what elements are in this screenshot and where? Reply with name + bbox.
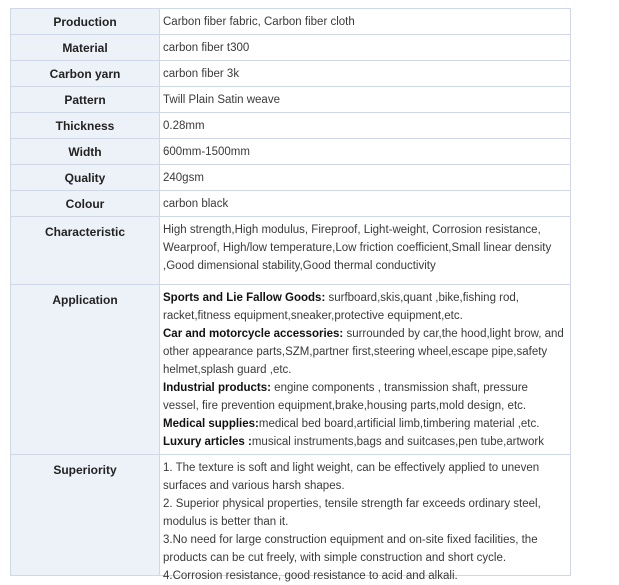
application-item-head: Luxury articles : xyxy=(163,436,252,448)
width-label: Width xyxy=(11,139,160,165)
application-item xyxy=(163,325,564,379)
spec-table xyxy=(10,8,571,582)
application-item-head: Sports and Lie Fallow Goods: xyxy=(163,292,326,304)
application-value xyxy=(160,285,571,455)
superiority-paragraph: 1. The texture is soft and light weight, can be effectively applied to uneven surfaces and various harsh shapes. xyxy=(163,462,540,492)
row-quality xyxy=(11,165,571,191)
row-pattern xyxy=(11,87,571,113)
spec-table-container xyxy=(10,8,571,582)
width-value: 600mm-1500mm xyxy=(160,139,571,165)
application-item-text: surrounded by car,the hood,light brow, and other appearance parts,SZM,partner first,steering wheel,escape pipe,safety helmet,splash guard ,etc. xyxy=(163,328,564,376)
production-value: Carbon fiber fabric, Carbon fiber cloth xyxy=(160,9,571,35)
row-superiority xyxy=(11,455,571,576)
row-production xyxy=(11,9,571,35)
superiority-value xyxy=(163,459,564,582)
colour-value: carbon black xyxy=(160,191,571,217)
row-material xyxy=(11,35,571,61)
thickness-label: Thickness xyxy=(11,113,160,139)
row-application xyxy=(11,285,571,455)
application-item-text: musical instruments,bags and suitcases,pen tube,artwork xyxy=(251,436,544,448)
characteristic-value-cell xyxy=(160,217,571,285)
row-colour xyxy=(11,191,571,217)
characteristic-label: Characteristic xyxy=(11,217,160,285)
superiority-paragraph: 4.Corrosion resistance, good resistance to acid and alkali. xyxy=(163,570,458,582)
superiority-value-cell xyxy=(160,455,571,582)
row-thickness xyxy=(11,113,571,139)
row-characteristic xyxy=(11,217,571,285)
production-label: Production xyxy=(11,9,160,35)
row-carbon-yarn xyxy=(11,61,571,87)
application-item-head: Car and motorcycle accessories: xyxy=(163,328,344,340)
application-item xyxy=(163,433,564,451)
application-item-text: surfboard,skis,quant ,bike,fishing rod, racket,fitness equipment,sneaker,protective equipment,etc. xyxy=(163,292,519,322)
superiority-label: Superiority xyxy=(11,455,160,576)
application-item xyxy=(163,379,564,415)
application-item-head: Industrial products: xyxy=(163,382,271,394)
material-value: carbon fiber t300 xyxy=(160,35,571,61)
pattern-label: Pattern xyxy=(11,87,160,113)
quality-label: Quality xyxy=(11,165,160,191)
application-item xyxy=(163,415,564,433)
application-item xyxy=(163,289,564,325)
quality-value: 240gsm xyxy=(160,165,571,191)
superiority-paragraph: 3.No need for large construction equipment and on-site fixed facilities, the products can be cut freely, with simple construction and short cycle. xyxy=(163,534,538,564)
material-label: Material xyxy=(11,35,160,61)
thickness-value: 0.28mm xyxy=(160,113,571,139)
colour-label: Colour xyxy=(11,191,160,217)
carbon-yarn-label: Carbon yarn xyxy=(11,61,160,87)
application-label: Application xyxy=(11,285,160,455)
application-item-text: engine components , transmission shaft, pressure vessel, fire prevention equipment,brake,housing parts,mold design, etc. xyxy=(163,382,528,412)
application-item-text: medical bed board,artificial limb,timbering material ,etc. xyxy=(258,418,540,430)
pattern-value: Twill Plain Satin weave xyxy=(160,87,571,113)
superiority-paragraph: 2. Superior physical properties, tensile strength far exceeds ordinary steel, modulus is better than it. xyxy=(163,498,541,528)
characteristic-value: High strength,High modulus, Fireproof, Light-weight, Corrosion resistance, Wearproof, High/low temperature,Low friction coefficient,Small linear density ,Good dimensional stability,Good thermal conductivity xyxy=(163,224,552,272)
row-width xyxy=(11,139,571,165)
carbon-yarn-value: carbon fiber 3k xyxy=(160,61,571,87)
application-item-head: Medical supplies: xyxy=(163,418,259,430)
